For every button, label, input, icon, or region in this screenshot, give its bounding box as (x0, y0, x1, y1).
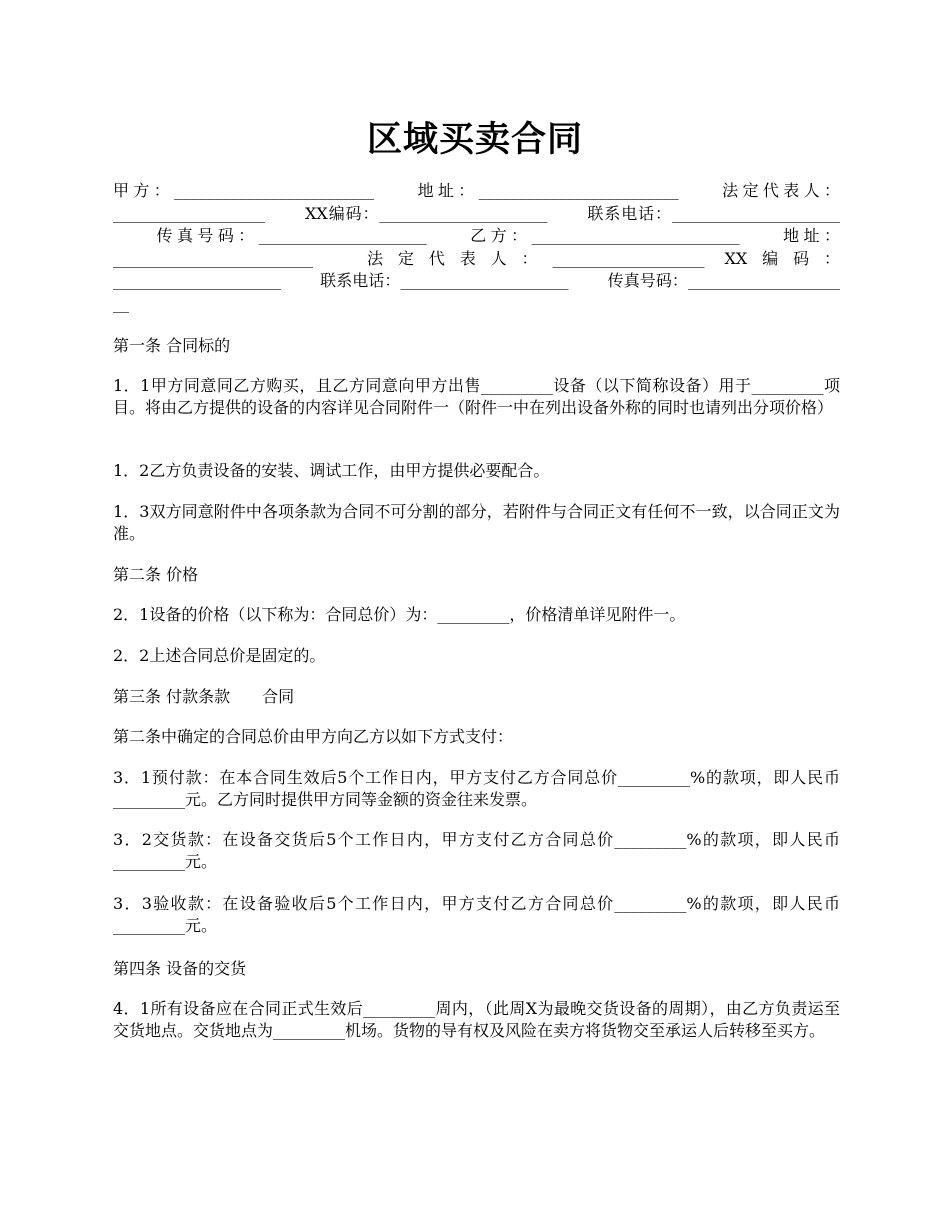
postcode-b-label: XX编码： (724, 248, 840, 268)
document-title: 区域买卖合同 (366, 120, 583, 160)
clause-1-1-text-end: 项目。将由乙方提供的设备的内容详见合同附件一（附件一中在列出设备外称的同时也请列出分项价格） (113, 376, 840, 417)
clause-3-1 (113, 767, 840, 811)
clause-1-3: 1．3双方同意附件中各项条款为合同不可分割的部分，若附件与合同正文有任何不一致，以合同正文为准。 (113, 502, 840, 543)
clause-1-1-blank-device: _________ (480, 376, 553, 395)
clause-2-2: 2．2上述合同总价是固定的。 (113, 646, 326, 665)
fax-a-label: 传真号码： (156, 226, 259, 246)
article-3-heading: 第三条 付款条款 合同 (113, 687, 295, 706)
clause-3-2-text-end: 元。 (185, 852, 218, 871)
fax-a-blank: _____________________ (258, 226, 427, 246)
clause-2-1 (113, 604, 840, 626)
legal-rep-b-label: 法定代表人： (367, 248, 553, 268)
clause-3-1-text-end: 元。乙方同时提供甲方同等金额的资金往来发票。 (185, 790, 538, 809)
clause-3-3-text-mid: %的款项，即人民币 (686, 894, 840, 913)
party-b-label: 乙方： (470, 226, 532, 246)
clause-3-1-text-mid: %的款项，即人民币 (689, 768, 840, 787)
clause-3-2-blank-amount: _________ (113, 852, 185, 871)
article-2-heading: 第二条 价格 (113, 565, 199, 584)
clause-4-1-text: 4．1所有设备应在合同正式生效后 (113, 999, 364, 1018)
clause-4-1-text-end: 机场。货物的导有权及风险在卖方将货物交至承运人后转移至买方。 (345, 1021, 826, 1040)
clause-1-1 (113, 375, 840, 419)
fax-b-label: 传真号码： (607, 271, 688, 291)
clause-3-2-text-mid: %的款项，即人民币 (686, 830, 840, 849)
clause-1-1-text-mid: 设备（以下简称设备）用于 (552, 376, 752, 395)
clause-3-1-blank-percent: _________ (617, 768, 690, 787)
clause-3-2-text: 3．2交货款：在设备交货后5个工作日内，甲方支付乙方合同总价 (113, 830, 615, 849)
clause-3-2 (113, 829, 840, 873)
legal-rep-a-blank: ___________________ (113, 203, 265, 223)
address-b-label: 地址： (783, 226, 840, 246)
clause-2-1-blank-price: _________ (437, 605, 510, 624)
party-b-blank: __________________________ (531, 226, 740, 246)
clause-3-3 (113, 893, 840, 937)
clause-3-3-blank-amount: _________ (113, 916, 185, 935)
postcode-a-blank: _____________________ (379, 203, 548, 223)
party-info-block (113, 180, 840, 316)
phone-a-label: 联系电话： (587, 203, 672, 223)
clause-4-1-text-mid: 周内，（此周X为最晚交货设备的周期），由乙方负责运至交货地点。交货地点为 (113, 999, 840, 1040)
clause-3-1-text: 3．1预付款：在本合同生效后5个工作日内，甲方支付乙方合同总价 (113, 768, 618, 787)
article-1-heading: 第一条 合同标的 (113, 336, 231, 355)
clause-4-1-blank-weeks: _________ (363, 999, 436, 1018)
address-a-label: 地址： (417, 181, 479, 200)
clause-4-1 (113, 998, 840, 1042)
postcode-a-label: XX编码： (305, 203, 380, 223)
party-a-blank: _________________________ (174, 181, 375, 200)
clause-3-2-blank-percent: _________ (614, 830, 687, 849)
clause-2-1-text: 2．1设备的价格（以下称为：合同总价）为： (113, 605, 438, 624)
address-a-blank: _________________________ (478, 181, 679, 200)
article-3-intro: 第二条中确定的合同总价由甲方向乙方以如下方式支付： (113, 727, 514, 746)
clause-1-2: 1．2乙方负责设备的安装、调试工作，由甲方提供必要配合。 (113, 461, 550, 480)
article-4-heading: 第四条 设备的交货 (113, 959, 247, 978)
clause-3-3-blank-percent: _________ (614, 894, 687, 913)
fax-b-blank: _____________________ (113, 271, 840, 313)
phone-a-blank: _____________________ (671, 203, 840, 223)
clause-3-1-blank-amount: _________ (113, 790, 185, 809)
postcode-b-blank: _____________________ (113, 271, 281, 291)
legal-rep-b-blank: ___________________ (552, 248, 705, 268)
legal-rep-a-label: 法定代表人： (722, 181, 840, 200)
clause-2-1-text-end: ，价格清单详见附件一。 (509, 605, 686, 624)
clause-4-1-blank-airport: _________ (273, 1021, 346, 1040)
clause-3-3-text: 3．3验收款：在设备验收后5个工作日内，甲方支付乙方合同总价 (113, 894, 615, 913)
phone-b-blank: _____________________ (400, 271, 569, 291)
phone-b-label: 联系电话： (320, 271, 401, 291)
clause-3-3-text-end: 元。 (185, 916, 218, 935)
clause-1-1-blank-project: _________ (751, 376, 824, 395)
party-a-label: 甲方： (113, 181, 175, 200)
clause-1-1-text: 1．1甲方同意同乙方购买，且乙方同意向甲方出售 (113, 376, 481, 395)
address-b-blank: _________________________ (113, 248, 313, 268)
